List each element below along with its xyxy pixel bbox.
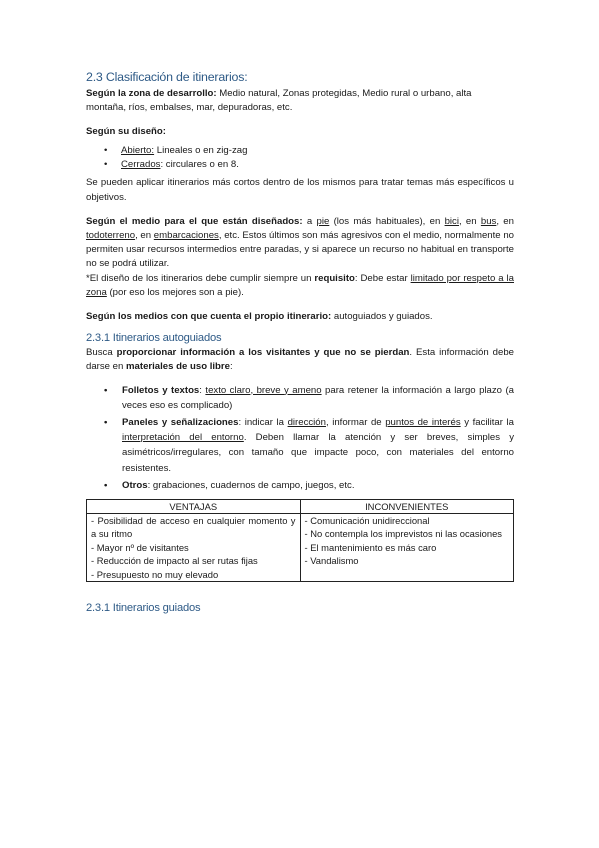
list-item: • Cerrados: circulares o en 8. xyxy=(86,158,514,172)
list-item-paneles: • Paneles y señalizaciones: indicar la dirección, informar de puntos de interés y facilitar la interpretación del entorno. Deben llamar la atención y ser breves, simples y asimétricos/irregulares, con tamaño que impacte poco, con materiales del entorno resistentes. xyxy=(86,415,514,476)
ventaja-item: - Mayor nº de visitantes xyxy=(91,541,189,553)
materiales-list xyxy=(86,383,514,493)
ventaja-item: - Presupuesto no muy elevado xyxy=(91,568,219,580)
subsection-heading-guiados: 2.3.1 Itinerarios guiados xyxy=(86,602,201,615)
list-item-folletos: • Folletos y textos: texto claro, breve y ameno para retener la información a largo plazo (a veces eso es complicado) xyxy=(86,383,514,413)
zona-text: Medio natural, Zonas protegidas, Medio rural o urbano, alta montaña, ríos, embalses, mar, depuradoras, etc. xyxy=(86,88,472,114)
paragraph-medios: Según los medios con que cuenta el propio itinerario: autoguiados y guiados. xyxy=(86,311,433,323)
inconveniente-item: - Comunicación unidireccional xyxy=(304,515,430,527)
inconveniente-item: - No contempla los imprevistos ni las ocasiones xyxy=(304,528,502,540)
table-header-ventajas: VENTAJAS xyxy=(87,500,301,514)
diseno-list xyxy=(86,144,514,173)
diseno-label: Según su diseño: xyxy=(86,126,166,138)
list-item-otros: • Otros: grabaciones, cuadernos de campo, juegos, etc. xyxy=(86,478,514,493)
table-row xyxy=(87,514,514,582)
list-item: • Abierto: Lineales o en zig-zag xyxy=(86,144,514,158)
inconveniente-item: - El mantenimiento es más caro xyxy=(304,541,437,553)
ventaja-item: - Posibilidad de acceso en cualquier momento y a su ritmo xyxy=(91,515,296,540)
ventajas-cell xyxy=(87,514,301,582)
ventaja-item: - Reducción de impacto al ser rutas fijas xyxy=(91,555,258,567)
inconveniente-item: - Vandalismo xyxy=(304,555,359,567)
subsection-heading-autoguiados: 2.3.1 Itinerarios autoguiados xyxy=(86,332,222,345)
section-heading: 2.3 Clasificación de itinerarios: xyxy=(86,70,248,84)
zona-label: Según la zona de desarrollo: xyxy=(86,88,217,99)
table-header-inconvenientes: INCONVENIENTES xyxy=(300,500,514,514)
inconvenientes-cell xyxy=(300,514,514,582)
paragraph-medio: Según el medio para el que están diseñados: a pie (los más habituales), en bici, en bus, en todoterreno, en embarcaciones, etc. Estos últimos son más agresivos con el medio, normalmente no permiten usar recursos intermedios entre paradas, y si aparece un recurso no habitual en transporte no se podrá utilizar. xyxy=(86,215,514,270)
paragraph-itinerarios-cortos: Se pueden aplicar itinerarios más cortos dentro de los mismos para tratar temas más específicos u objetivos. xyxy=(86,177,514,203)
ventajas-inconvenientes-table xyxy=(86,499,514,582)
paragraph-nota: *El diseño de los itinerarios debe cumplir siempre un requisito: Debe estar limitado por respeto a la zona (por eso los mejores son a pie). xyxy=(86,272,514,298)
paragraph-zona xyxy=(86,87,514,115)
paragraph-autoguiados-intro: Busca proporcionar información a los visitantes y que no se pierdan. Esta información debe darse en materiales de uso libre: xyxy=(86,347,514,373)
page-content xyxy=(86,70,514,616)
